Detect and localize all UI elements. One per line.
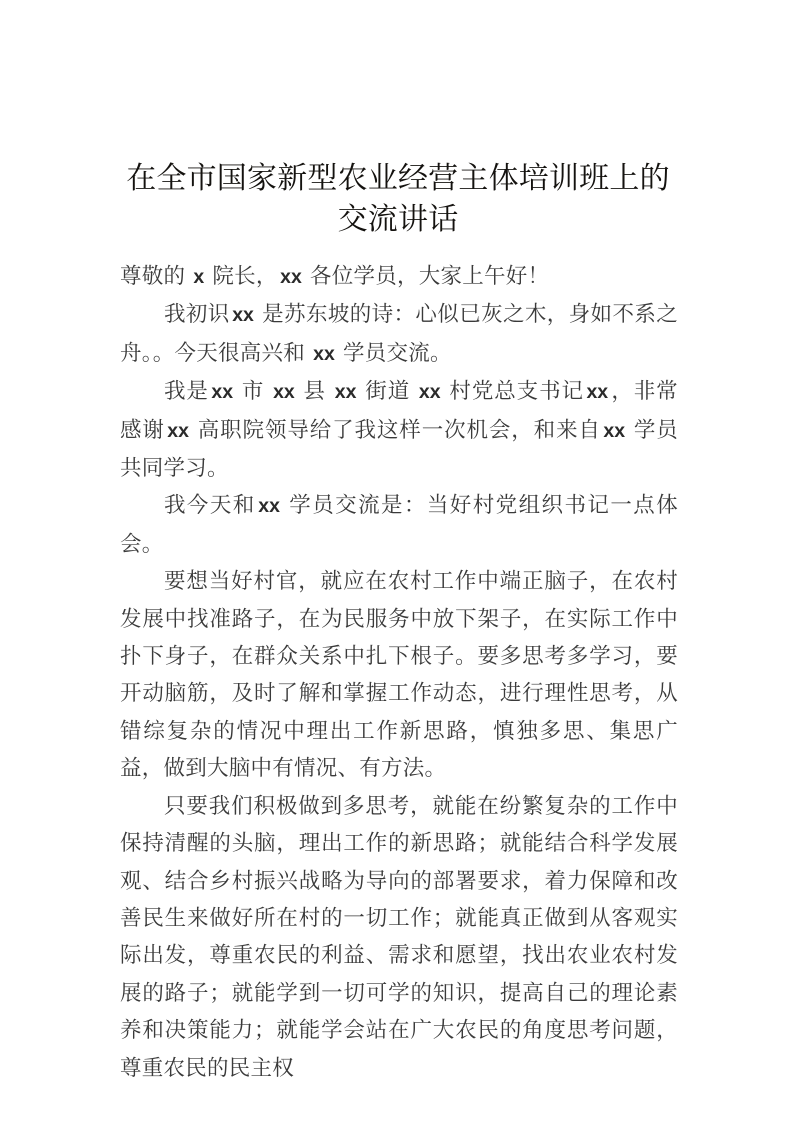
placeholder-token: xx — [167, 419, 189, 442]
placeholder-token: xx — [273, 381, 295, 404]
paragraph-topic: 我今天和 xx 学员交流是：当好村党组织书记一点体会。 — [120, 493, 678, 556]
placeholder-token: xx — [280, 266, 302, 288]
title-line-2: 交流讲话 — [337, 203, 459, 237]
placeholder-token: xx — [232, 304, 254, 327]
title-line-1: 在全市国家新型农业经营主体培训班上的 — [126, 162, 670, 196]
placeholder-token: xx — [258, 495, 280, 518]
paragraph-how-to-be-village-official: 要想当好村官，就应在农村工作中端正脑子，在农村发展中找准路子，在为民服务中放下架子，在实际工作中扑下身子，在群众关系中扎下根子。要多思考多学习，要开动脑筋，及时了解和掌握工作动态，进行理性思考，从错综复杂的情况中理出工作新思路，慎独多思、集思广益，做到大脑中有情况、有方法。 — [120, 569, 678, 781]
page-title — [120, 158, 676, 240]
placeholder-token: x — [193, 266, 205, 288]
document-body — [120, 258, 678, 1087]
paragraph-self-introduction: 我是 xx 市 xx 县 xx 街道 xx 村党总支书记 xx ，非常感谢 xx 高职院领导给了我这样一次机会，和来自 xx 学员共同学习。 — [120, 379, 678, 481]
paragraph-intro-poem: 我初识 xx 是苏东坡的诗：心似已灰之木，身如不系之舟。。今天很高兴和 xx 学员交流。 — [120, 302, 678, 365]
placeholder-token: xx — [313, 342, 335, 365]
placeholder-token: xx — [603, 419, 626, 442]
placeholder-token: xx — [586, 381, 609, 404]
paragraph-benefits-of-thinking: 只要我们积极做到多思考，就能在纷繁复杂的工作中保持清醒的头脑，理出工作的新思路；就能结合科学发展观、结合乡村振兴战略为导向的部署要求，着力保障和改善民生来做好所在村的一切工作；就能真正做到从客观实际出发，尊重农民的利益、需求和愿望，找出农业农村发展的路子；就能学到一切可学的知识，提高自己的理论素养和决策能力；就能学会站在广大农民的角度思考问题，尊重农民的民主权 — [120, 793, 678, 1080]
paragraph-salutation: 尊敬的 x 院长， xx 各位学员，大家上午好！ — [120, 264, 550, 288]
placeholder-token: xx — [211, 381, 234, 404]
placeholder-token: xx — [418, 381, 441, 404]
placeholder-token: xx — [334, 381, 357, 404]
